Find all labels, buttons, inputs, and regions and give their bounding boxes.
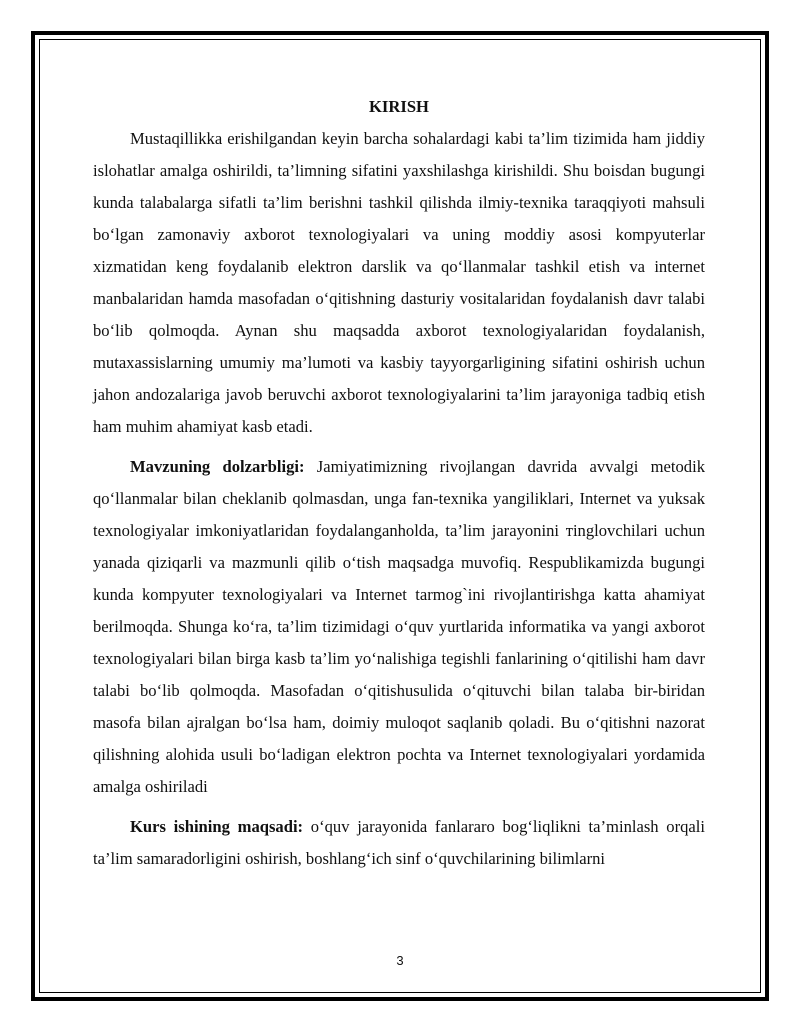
- relevance-paragraph: [93, 451, 705, 803]
- page-number: 3: [396, 953, 404, 968]
- relevance-heading: Mavzuning dolzarbligi:: [130, 457, 305, 476]
- goal-text: o‘quv jarayonida fanlararo bog‘liqlikni ta’minlash orqali ta’lim samaradorligini oshirish, boshlang‘ich sinf o‘quvchilarining bilimlarni: [93, 817, 705, 868]
- section-title: KIRISH: [369, 97, 429, 116]
- relevance-text: Jamiyatimizning rivojlangan davrida avvalgi metodik qo‘llanmalar bilan cheklanib qolmasdan, unga fan-texnika yangiliklari, Internet va yuksak texnologiyalar imkoniyatlaridan foydalanganholda, ta’lim jarayonini тinglovchilari uchun yanada qiziqarli va mazmunli qilib o‘tish maqsadga muvofiq. Respublikamizda bugungi kunda kompyuter texnologiyalari va Internet tarmog`ini rivojlantirishga katta ahamiyat berilmoqda. Shunga ko‘ra, ta’lim tizimidagi o‘quv yurtlarida informatika va yangi axborot texnologiyalari bilan birga kasb ta’lim yo‘nalishiga tegishli fanlarining o‘qitilishi ham davr talabi bo‘lib qolmoqda. Masofadan o‘qitishusulida o‘qituvchi bilan talaba bir-biridan masofa bilan ajralgan bo‘lsa ham, doimiy muloqot saqlanib qoladi. Bu o‘qitishni nazorat qilishning alohida usuli bo‘ladigan elektron pochta va Internet texnologiyalari yordamida amalga oshiriladi: [93, 457, 705, 796]
- intro-paragraph: Mustaqillikka erishilgandan keyin barcha sohalardagi kabi ta’lim tizimida ham jiddiy islohatlar amalga oshirildi, ta’limning sifatini yaxshilashga kirishildi. Shu boisdan bugungi kunda talabalarga sifatli ta’lim berishni tashkil qilishda ilmiy-texnika taraqqiyoti mahsuli bo‘lgan zamonaviy axborot texnologiyalari va uning moddiy asosi kompyuterlar xizmatidan keng foydalanib elektron darslik va qo‘llanmalar tashkil etish va internet manbalaridan hamda masofadan o‘qitishning dasturiy vositalaridan foydalanish davr talabi bo‘lib qolmoqda. Aynan shu maqsadda axborot texnologiyalaridan foydalanish, mutaxassislarning umumiy ma’lumoti va kasbiy tayyorgarligining sifatini oshirish uchun jahon andozalariga javob beruvchi axborot texnologiyalarini ta’lim jarayoniga tadbiq etish ham muhim ahamiyat kasb etadi.: [93, 129, 705, 436]
- goal-paragraph: [93, 811, 705, 875]
- goal-heading: Kurs ishining maqsadi:: [130, 817, 304, 836]
- document-body: [93, 91, 705, 875]
